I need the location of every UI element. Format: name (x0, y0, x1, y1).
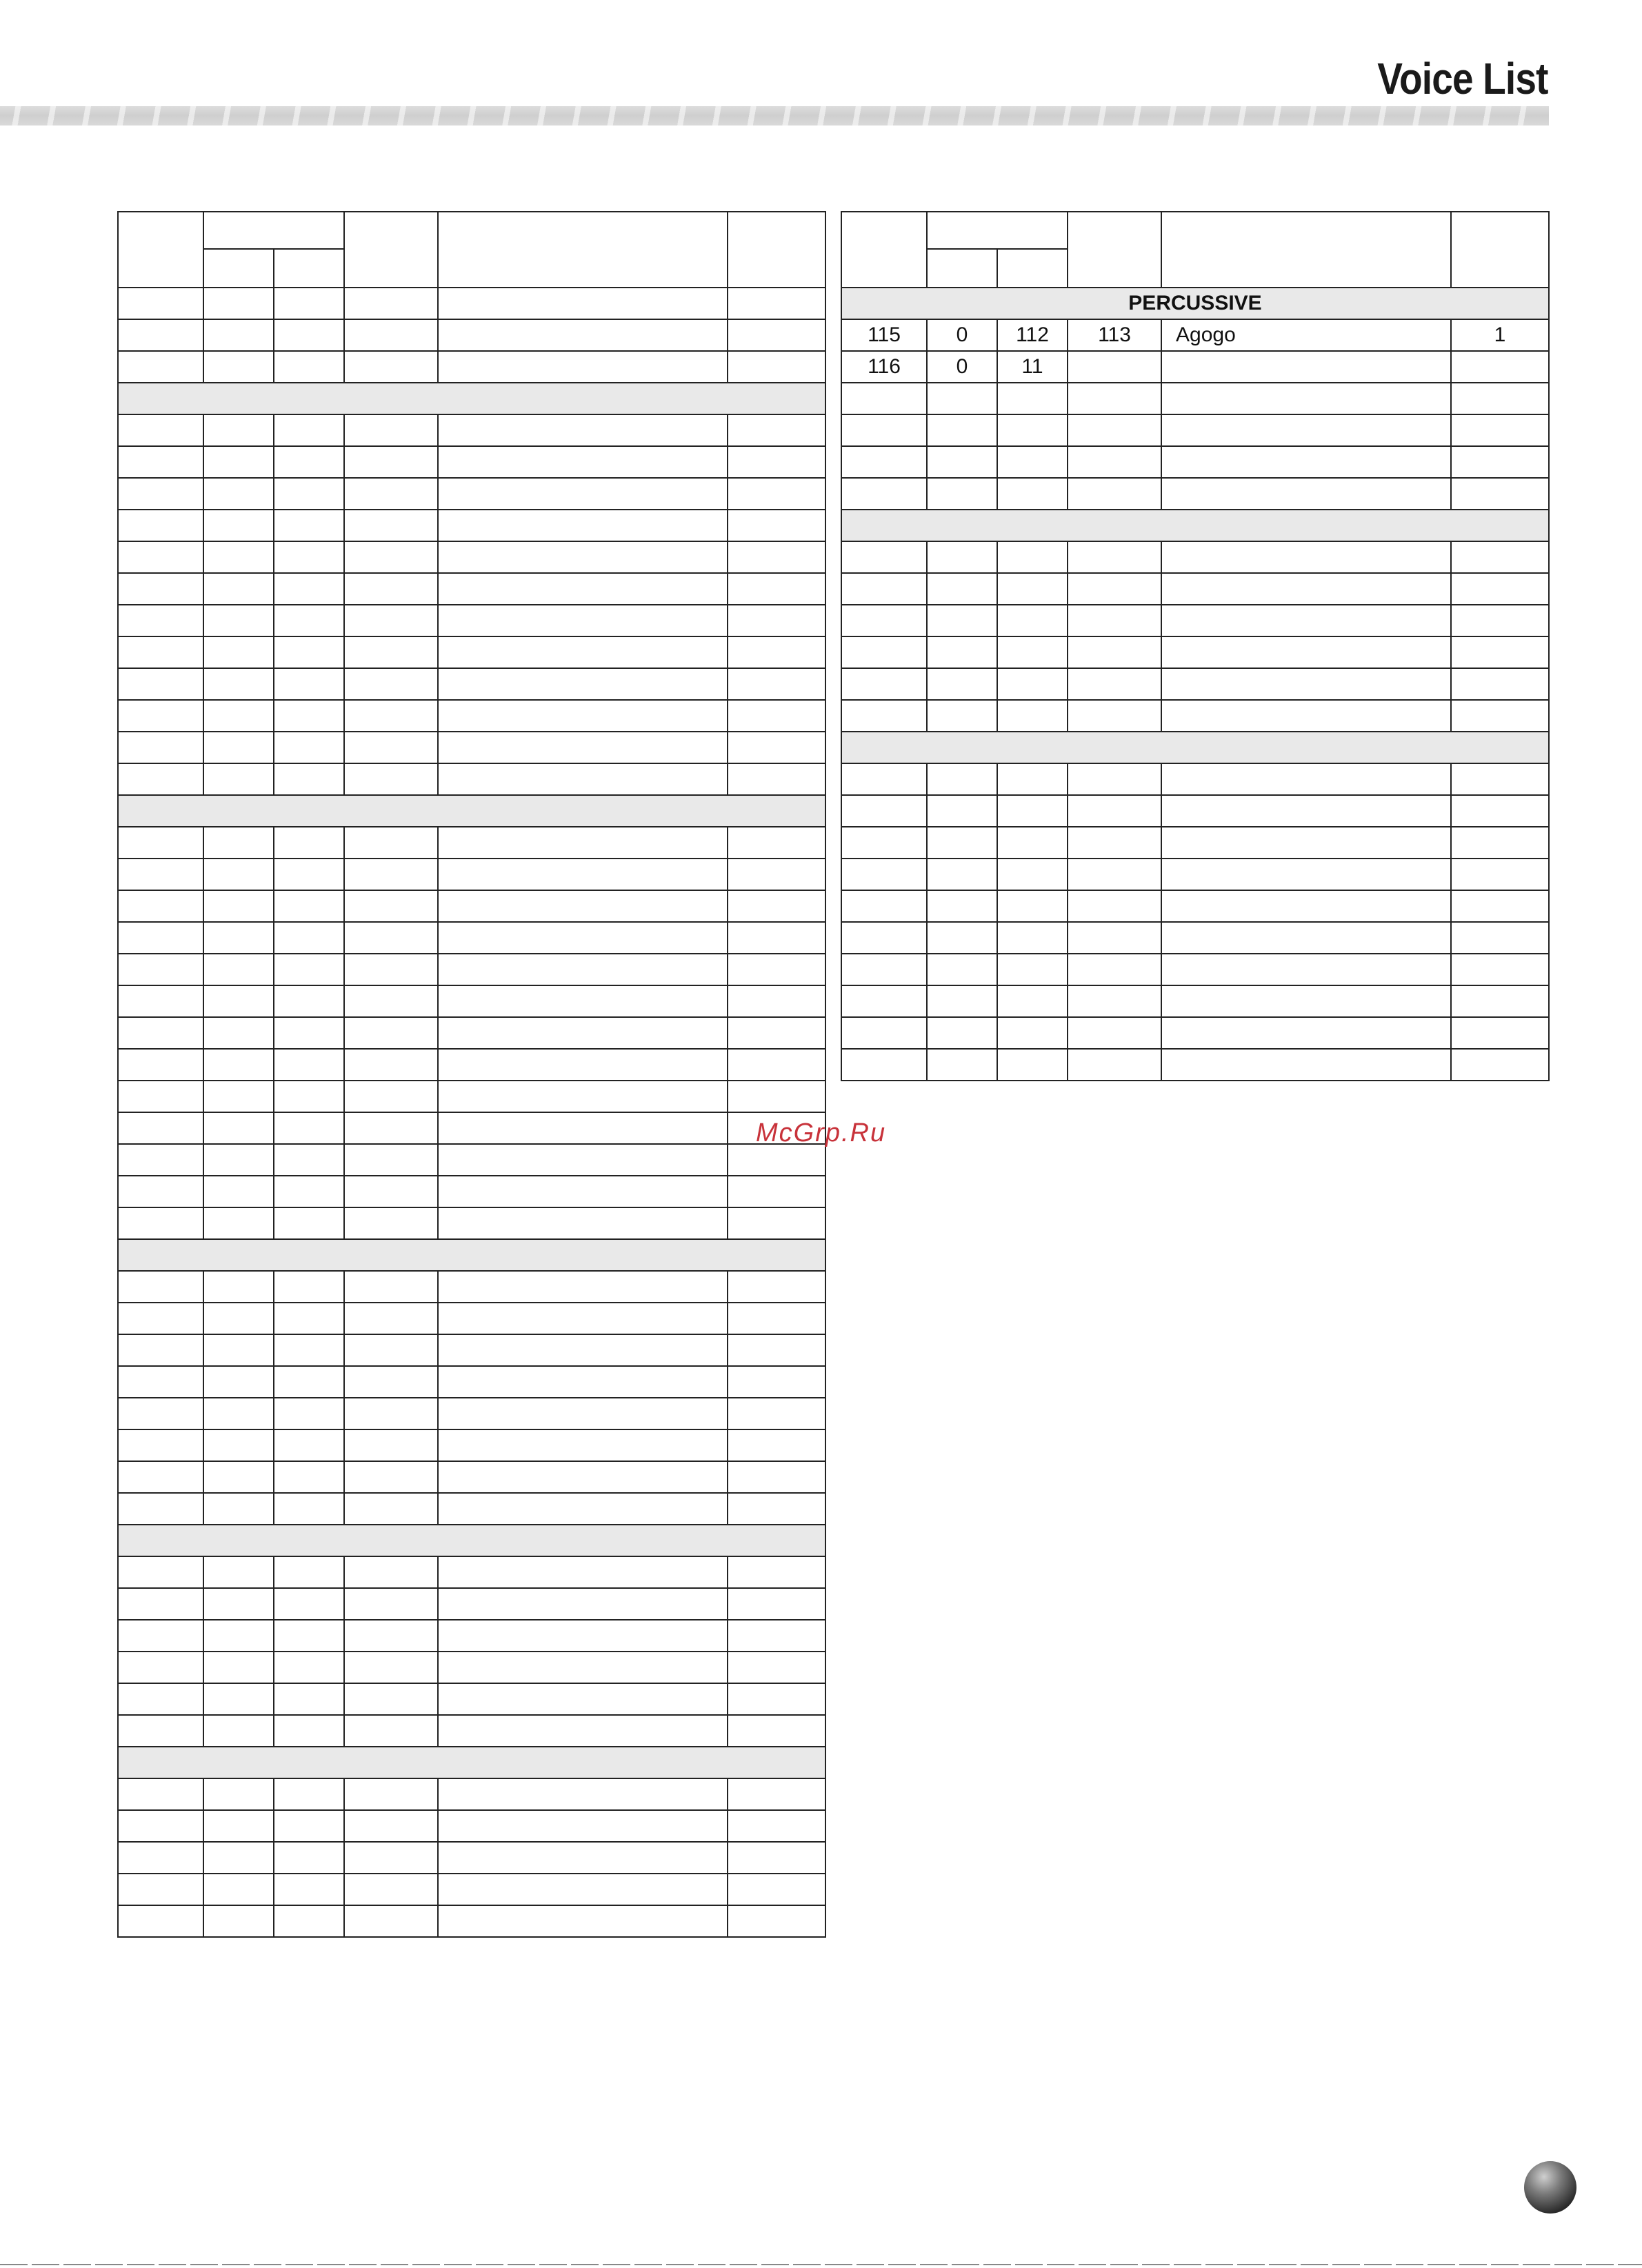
table-row (118, 954, 825, 985)
table-row (118, 985, 825, 1017)
table-row (118, 1049, 825, 1081)
table-row (118, 859, 825, 890)
table-row (118, 1144, 825, 1176)
table-row (118, 541, 825, 573)
table-row (118, 1303, 825, 1334)
program-change (1068, 351, 1161, 383)
category-row (118, 1239, 825, 1271)
table-row (118, 763, 825, 795)
table-row (841, 827, 1549, 859)
category-row (118, 1525, 825, 1556)
header-stripe (0, 106, 1549, 126)
table-row (841, 922, 1549, 954)
table-row (841, 985, 1549, 1017)
table-row (118, 636, 825, 668)
table-row (841, 1049, 1549, 1081)
table-row (118, 700, 825, 732)
page-title: Voice List (1377, 54, 1548, 103)
voice-name (1161, 351, 1451, 383)
category-row (118, 795, 825, 827)
table-row (841, 541, 1549, 573)
table-row (841, 319, 1549, 351)
table-row (841, 668, 1549, 700)
program-change: 113 (1068, 319, 1161, 351)
element-count: 1 (1451, 319, 1549, 351)
page-marker-icon (1524, 2161, 1576, 2214)
table-header-row (841, 212, 1549, 249)
table-header-row (118, 212, 825, 249)
table-row (118, 1556, 825, 1588)
table-row (118, 288, 825, 319)
table-row (118, 890, 825, 922)
table-row (841, 383, 1549, 414)
table-row (118, 1366, 825, 1398)
bottom-rule (0, 2264, 1642, 2265)
watermark: McGrp.Ru (756, 1118, 887, 1147)
bank-msb: 0 (927, 319, 997, 351)
table-row (118, 1207, 825, 1239)
table-row (118, 1620, 825, 1652)
table-row (118, 351, 825, 383)
table-row (118, 1017, 825, 1049)
table-row (841, 573, 1549, 605)
table-row (118, 1493, 825, 1525)
table-row (118, 478, 825, 510)
voice-number: 116 (841, 351, 927, 383)
table-row (118, 1652, 825, 1683)
table-row (118, 668, 825, 700)
bank-lsb: 112 (997, 319, 1068, 351)
voice-name: Agogo (1161, 319, 1451, 351)
table-row (118, 1588, 825, 1620)
table-row (118, 1176, 825, 1207)
table-row (118, 1810, 825, 1842)
table-row (118, 1715, 825, 1747)
table-row (841, 763, 1549, 795)
bank-lsb: 11 (997, 351, 1068, 383)
table-row (118, 1461, 825, 1493)
table-row (118, 446, 825, 478)
element-count (1451, 351, 1549, 383)
category-row (118, 383, 825, 414)
table-row (118, 1112, 825, 1144)
voice-table-left (117, 211, 826, 1938)
table-row (118, 1334, 825, 1366)
table-row (841, 890, 1549, 922)
table-row (118, 1398, 825, 1429)
table-row (841, 414, 1549, 446)
table-row (841, 605, 1549, 636)
voice-number: 115 (841, 319, 927, 351)
bank-msb: 0 (927, 351, 997, 383)
table-row (118, 1081, 825, 1112)
category-row (118, 1747, 825, 1778)
category-row (841, 510, 1549, 541)
table-row (841, 351, 1549, 383)
table-row (841, 1017, 1549, 1049)
table-row (841, 954, 1549, 985)
voice-table-right (841, 211, 1550, 1081)
table-row (841, 859, 1549, 890)
table-row (118, 1778, 825, 1810)
table-row (841, 636, 1549, 668)
table-row (841, 478, 1549, 510)
table-row (118, 922, 825, 954)
table-row (841, 700, 1549, 732)
table-row (118, 510, 825, 541)
table-row (118, 1874, 825, 1905)
table-row (118, 1429, 825, 1461)
category-label: PERCUSSIVE (841, 288, 1549, 319)
category-row (841, 288, 1549, 319)
table-row (118, 732, 825, 763)
table-row (118, 573, 825, 605)
table-row (118, 1683, 825, 1715)
table-row (118, 605, 825, 636)
table-row (118, 319, 825, 351)
table-row (118, 414, 825, 446)
table-row (841, 795, 1549, 827)
category-row (841, 732, 1549, 763)
table-row (841, 446, 1549, 478)
table-row (118, 1905, 825, 1937)
table-row (118, 827, 825, 859)
table-row (118, 1842, 825, 1874)
table-row (118, 1271, 825, 1303)
